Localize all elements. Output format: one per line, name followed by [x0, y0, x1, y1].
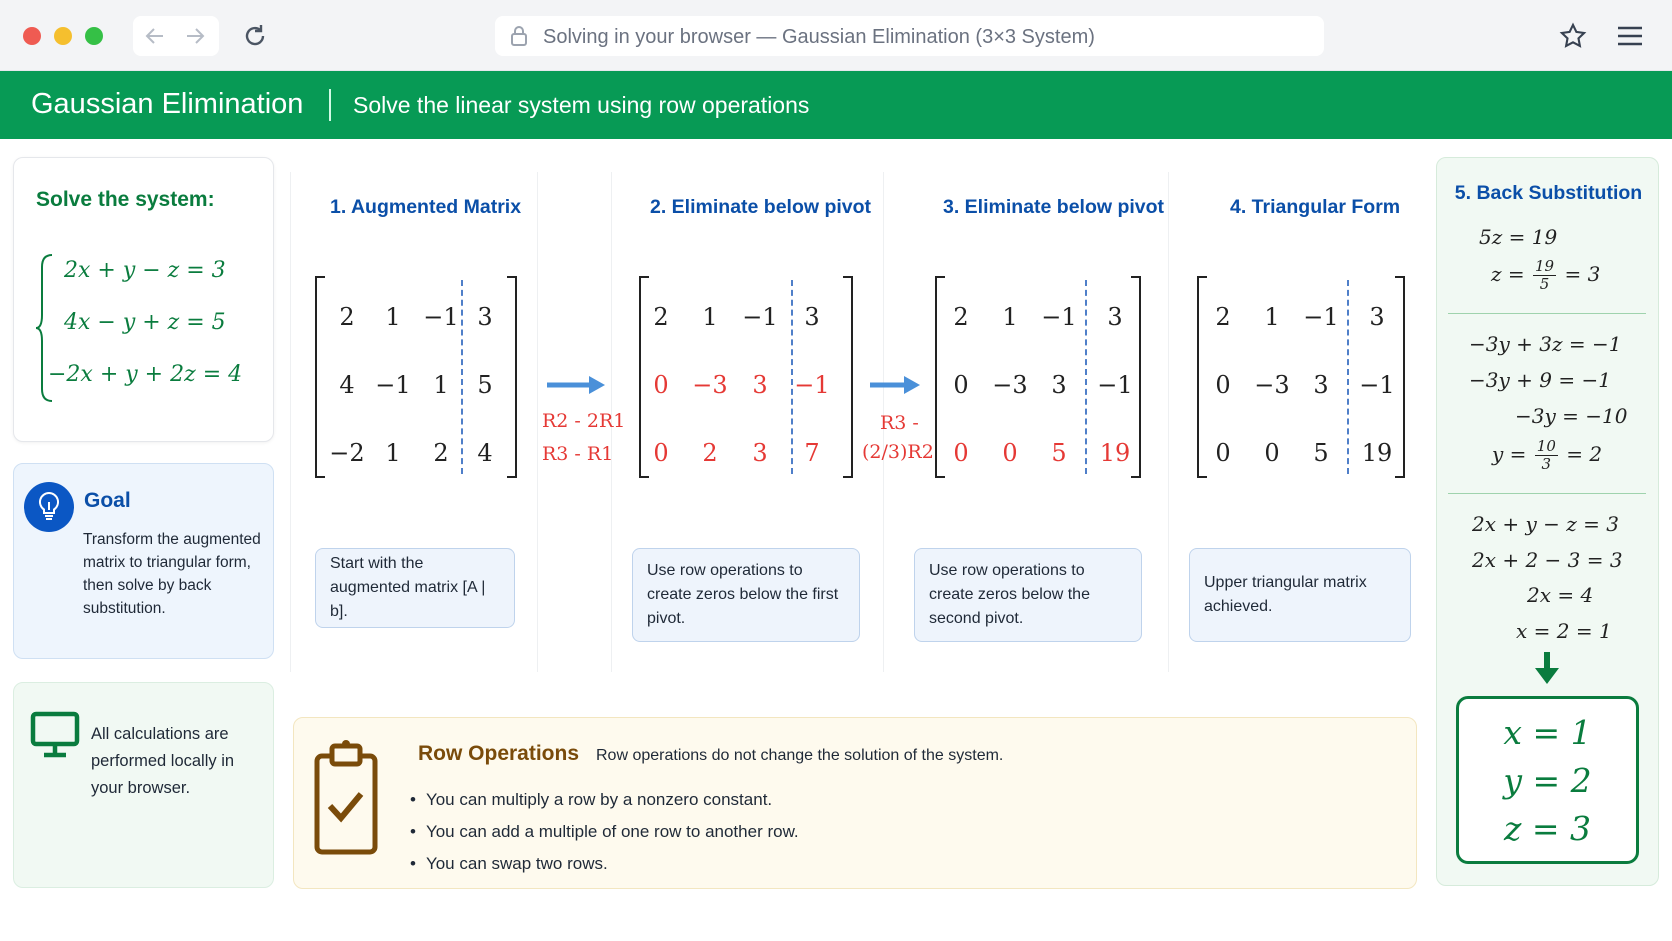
- app-title: Gaussian Elimination: [31, 88, 304, 120]
- z-fraction: [1533, 258, 1556, 293]
- matrix-cell: 1: [1264, 303, 1280, 331]
- matrix-cell: 2: [653, 303, 669, 331]
- matrix-cell: 4: [339, 371, 355, 399]
- column-divider: [1168, 172, 1169, 672]
- column-divider: [290, 172, 291, 672]
- x-equation-line: 2x + 2 − 3 = 3: [1472, 548, 1623, 572]
- matrix-cell: 3: [1051, 371, 1067, 399]
- url-text: Solving in your browser — Gaussian Elimination (3×3 System): [543, 26, 1095, 48]
- matrix-cell: 4: [477, 439, 493, 467]
- row-operations-title: Row Operations: [418, 742, 580, 765]
- fraction-numerator: 19: [1535, 257, 1555, 275]
- navigation-buttons: [133, 16, 219, 56]
- solution-y: y = 2: [1503, 761, 1592, 800]
- matrix-cell: −1: [1097, 371, 1133, 399]
- matrix-cell: 2: [1215, 303, 1231, 331]
- operation-label: R2 - 2R1: [542, 410, 626, 432]
- matrix-cell: 0: [653, 439, 669, 467]
- forward-arrow-icon[interactable]: [183, 24, 207, 48]
- hamburger-menu-icon[interactable]: [1616, 25, 1644, 47]
- step-2-note: Use row operations to create zeros below the first pivot.: [632, 548, 860, 642]
- matrix-cell: 5: [1313, 439, 1329, 467]
- step-1-title: 1. Augmented Matrix: [330, 196, 522, 218]
- step-3-title: 3. Eliminate below pivot: [943, 196, 1165, 218]
- y-solution-result: = 2: [1566, 442, 1603, 466]
- solution-z: z = 3: [1503, 809, 1591, 848]
- address-bar[interactable]: [495, 16, 1324, 56]
- z-solution-prefix: z =: [1491, 262, 1525, 286]
- solution-box: [1456, 696, 1639, 864]
- matrix-cell: −1: [742, 303, 778, 331]
- row-operations-intro: Row operations do not change the solution of the system.: [596, 747, 1004, 764]
- matrix-cell: 3: [477, 303, 493, 331]
- window-minimize-button[interactable]: [54, 27, 72, 45]
- back-substitution-card: [1436, 157, 1659, 886]
- goal-text: Transform the augmented matrix to triangular form, then solve by back substitution.: [83, 531, 261, 617]
- matrix-cell: 3: [1369, 303, 1385, 331]
- fraction-denominator: 3: [1541, 455, 1552, 473]
- matrix-cell: 1: [385, 439, 401, 467]
- matrix-cell: 5: [1051, 439, 1067, 467]
- back-substitution-title: 5. Back Substitution: [1454, 182, 1643, 204]
- matrix-cell: 0: [953, 439, 969, 467]
- row-operations-panel: [293, 717, 1417, 889]
- list-item: • You can swap two rows.: [410, 848, 799, 880]
- matrix-cell: 1: [702, 303, 718, 331]
- matrix-cell: 7: [804, 439, 820, 467]
- matrix-cell: 3: [1107, 303, 1123, 331]
- matrix-step-2: [639, 276, 853, 478]
- y-equation-line: −3y = −10: [1515, 404, 1628, 428]
- x-equation-line: x = 2 = 1: [1516, 619, 1612, 643]
- right-arrow-icon: [545, 374, 607, 396]
- matrix-cell: −1: [423, 303, 459, 331]
- matrix-step-3: [935, 276, 1141, 478]
- system-label: Solve the system:: [36, 188, 215, 211]
- operation-label: (2/3)R2: [862, 441, 934, 463]
- y-fraction: [1535, 438, 1558, 473]
- clipboard-check-icon: [314, 738, 380, 866]
- y-equation-line: −3y + 3z = −1: [1469, 332, 1622, 356]
- matrix-cell: 0: [1002, 439, 1018, 467]
- window-close-button[interactable]: [23, 27, 41, 45]
- matrix-cell: −1: [1359, 371, 1395, 399]
- step-4-note: Upper triangular matrix achieved.: [1189, 548, 1411, 642]
- window-maximize-button[interactable]: [85, 27, 103, 45]
- y-equation-line: −3y + 9 = −1: [1469, 368, 1611, 392]
- list-item: • You can add a multiple of one row to another row.: [410, 816, 799, 848]
- operation-label: R3 - R1: [542, 443, 614, 465]
- augment-divider: [1347, 280, 1349, 474]
- step-2-title: 2. Eliminate below pivot: [650, 196, 872, 218]
- x-equation-line: 2x + y − z = 3: [1472, 512, 1619, 536]
- browser-chrome: [0, 0, 1672, 71]
- step-1-note: Start with the augmented matrix [A | b].: [315, 548, 515, 628]
- x-equation-line: 2x = 4: [1527, 583, 1594, 607]
- matrix-cell: 0: [1264, 439, 1280, 467]
- matrix-cell: −1: [375, 371, 411, 399]
- matrix-step-1: [315, 276, 517, 478]
- down-arrow-icon: [1533, 650, 1561, 686]
- star-icon[interactable]: [1559, 22, 1587, 50]
- lock-icon: [509, 25, 529, 47]
- reload-icon[interactable]: [242, 23, 268, 49]
- z-solution-result: = 3: [1564, 262, 1601, 286]
- column-divider: [537, 172, 538, 672]
- matrix-cell: 1: [385, 303, 401, 331]
- goal-label: Goal: [84, 489, 131, 512]
- z-solution: [1491, 258, 1600, 293]
- matrix-cell: −2: [329, 439, 365, 467]
- section-divider: [1448, 493, 1646, 494]
- operation-label: R3 -: [880, 412, 919, 434]
- matrix-cell: 3: [1313, 371, 1329, 399]
- step-4-title: 4. Triangular Form: [1230, 196, 1401, 218]
- equation-1: 2x + y − z = 3: [64, 258, 226, 283]
- list-item: • You can multiply a row by a nonzero constant.: [410, 784, 799, 816]
- matrix-cell: 3: [804, 303, 820, 331]
- matrix-cell: 0: [953, 371, 969, 399]
- fraction-denominator: 5: [1539, 275, 1550, 293]
- matrix-step-4: [1197, 276, 1405, 478]
- matrix-cell: −1: [1303, 303, 1339, 331]
- solution-x: x = 1: [1503, 713, 1592, 752]
- augment-divider: [1085, 280, 1087, 474]
- right-arrow-icon: [868, 374, 930, 396]
- matrix-cell: 0: [653, 371, 669, 399]
- back-arrow-icon[interactable]: [143, 24, 167, 48]
- matrix-bracket-left: [315, 276, 325, 478]
- equation-3: −2x + y + 2z = 4: [48, 362, 243, 387]
- app-subtitle: Solve the linear system using row operations: [353, 92, 810, 118]
- matrix-bracket-right: [507, 276, 517, 478]
- matrix-cell: 2: [339, 303, 355, 331]
- matrix-cell: 5: [477, 371, 493, 399]
- matrix-cell: 2: [702, 439, 718, 467]
- equation-2: 4x − y + z = 5: [64, 310, 226, 335]
- matrix-cell: 2: [953, 303, 969, 331]
- matrix-cell: 3: [752, 371, 768, 399]
- y-solution: [1492, 438, 1602, 473]
- goal-card: [13, 463, 274, 659]
- fraction-numerator: 10: [1536, 437, 1556, 455]
- matrix-cell: −3: [692, 371, 728, 399]
- matrix-cell: 0: [1215, 439, 1231, 467]
- matrix-cell: −3: [992, 371, 1028, 399]
- row-operations-list: [410, 784, 799, 880]
- section-divider: [1448, 313, 1646, 314]
- step-3-note: Use row operations to create zeros below the second pivot.: [914, 548, 1142, 642]
- augment-divider: [461, 280, 463, 474]
- matrix-cell: 3: [752, 439, 768, 467]
- matrix-cell: 19: [1361, 439, 1393, 467]
- matrix-cell: 1: [433, 371, 449, 399]
- z-equation: 5z = 19: [1479, 225, 1558, 249]
- lightbulb-icon: [24, 482, 74, 532]
- local-calculation-text: All calculations are performed locally in your browser.: [91, 725, 235, 797]
- system-card: [13, 157, 274, 442]
- matrix-cell: −1: [794, 371, 830, 399]
- header-divider: [329, 89, 331, 121]
- matrix-cell: 1: [1002, 303, 1018, 331]
- matrix-cell: −1: [1041, 303, 1077, 331]
- y-solution-prefix: y =: [1492, 442, 1527, 466]
- monitor-icon: [30, 711, 80, 759]
- matrix-cell: −3: [1254, 371, 1290, 399]
- matrix-cell: 0: [1215, 371, 1231, 399]
- app-header: [0, 71, 1672, 139]
- matrix-bracket-right: [843, 276, 853, 478]
- matrix-cell: 19: [1099, 439, 1131, 467]
- matrix-cell: 2: [433, 439, 449, 467]
- local-calculation-card: [13, 682, 274, 888]
